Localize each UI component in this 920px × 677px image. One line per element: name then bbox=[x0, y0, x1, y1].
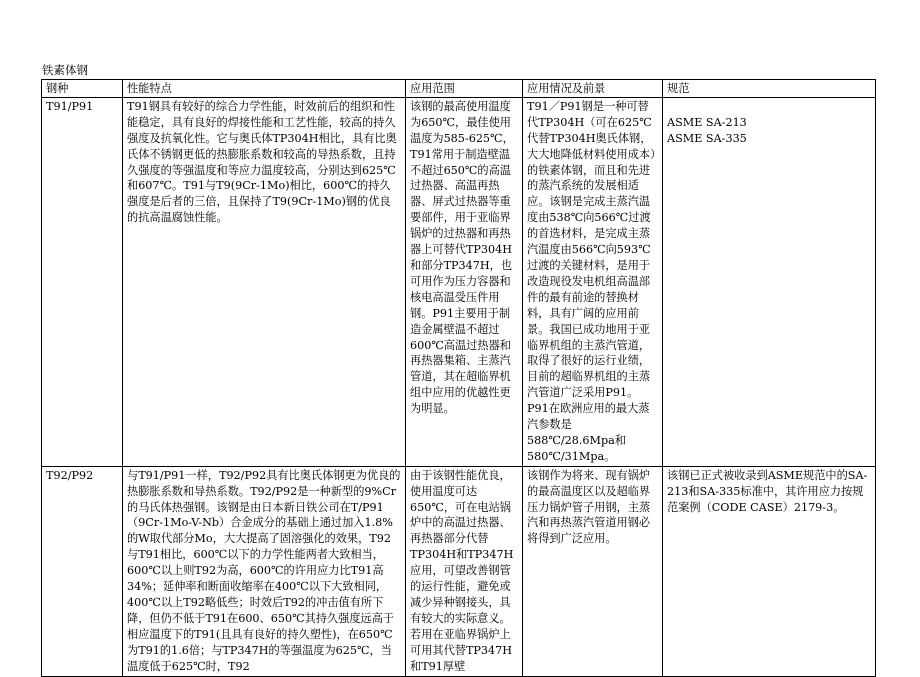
properties-cell: T91钢具有较好的综合力学性能，时效前后的组织和性能稳定，具有良好的焊接性能和工艺性能，较高的持久强度及抗氧化性。它与奥氏体TP304H相比，具有比奥氏体不锈钢更低的热膨胀系数和较高的导热系数，且持久强度的等强温度和等应力温度较高，分别达到625℃和607℃。T91与T9(9Cr-1Mo)相比，600℃的持久强度是后者的三倍，且保持了T9(9Cr-1Mo)钢的优良的抗高温腐蚀性能。 bbox=[123, 97, 406, 466]
table-row bbox=[42, 466, 876, 676]
grade-cell: T91/P91 bbox=[42, 97, 123, 466]
header-properties: 性能特点 bbox=[123, 80, 406, 98]
application-cell: 该钢的最高使用温度为650℃，最佳使用温度为585-625℃，T91常用于制造壁温不超过650℃的高温过热器、高温再热器、屏式过热器等重要部件，用于亚临界锅炉的过热器和再热器上可替代TP304H和部分TP347H，也可用作为压力容器和核电高温受压件用钢。P91主要用于制造金属壁温不超过600℃高温过热器和再热器集箱、主蒸汽管道，其在超临界机组中应用的优越性更为明显。 bbox=[406, 97, 523, 466]
ferritic-steel-table bbox=[41, 79, 876, 677]
standard-cell: ASME SA-213 ASME SA-335 bbox=[663, 97, 876, 466]
table-caption: 铁素体钢 bbox=[42, 63, 88, 77]
status-cell: 该钢作为将来、现有锅炉的最高温度区以及超临界压力锅炉管子用钢，主蒸汽和再热蒸汽管道用钢必将得到广泛应用。 bbox=[523, 466, 663, 676]
header-application: 应用范围 bbox=[406, 80, 523, 98]
table-header-row bbox=[42, 80, 876, 98]
header-grade: 钢种 bbox=[42, 80, 123, 98]
standard-cell: 该钢已正式被收录到ASME规范中的SA-213和SA-335标准中，其许用应力按规范案例（CODE CASE）2179-3。 bbox=[663, 466, 876, 676]
header-standard: 规范 bbox=[663, 80, 876, 98]
status-cell: T91／P91钢是一种可替代TP304H（可在625℃代替TP304H奥氏体钢，大大地降低材料使用成本）的铁素体钢，而且和先进的蒸汽系统的发展相适应。该钢是完成主蒸汽温度由538℃向566℃过渡的首选材料，是完成主蒸汽温度由566℃向593℃过渡的关键材料，是用于改造现役发电机组高温部件的最有前途的替换材料，具有广阔的应用前景。我国已成功地用于亚临界机组的主蒸汽管道，取得了很好的运行业绩，目前的超临界机组的主蒸汽管道广泛采用P91。P91在欧洲应用的最大蒸汽参数是588℃/28.6Mpa和580℃/31Mpa。 bbox=[523, 97, 663, 466]
table-row bbox=[42, 97, 876, 466]
grade-cell: T92/P92 bbox=[42, 466, 123, 676]
header-status: 应用情况及前景 bbox=[523, 80, 663, 98]
properties-cell: 与T91/P91一样，T92/P92具有比奥氏体钢更为优良的热膨胀系数和导热系数。T92/P92是一种新型的9%Cr的马氏体热强钢。该钢是由日本新日铁公司在T/P91（9Cr-1Mo-V-Nb）合金成分的基础上通过加入1.8%的W取代部分Mo，大大提高了固溶强化的效果，T92与T91相比，600℃以下的力学性能两者大致相当，600℃以上则T92为高，600℃的许用应力比T91高34%；延伸率和断面收缩率在400℃以下大致相同，400℃以上T92略低些；时效后T92的冲击值有所下降，但仍不低于T91在600、650℃其持久强度远高于相应温度下的T91(且具有良好的持久塑性)，在650℃为T91的1.6倍；与TP347H的等强温度为625℃，当温度低于625℃时，T92 bbox=[123, 466, 406, 676]
application-cell: 由于该钢性能优良，使用温度可达650℃，可在电站锅炉中的高温过热器、再热器部分代替TP304H和TP347H应用，可望改善钢管的运行性能，避免或减少异种钢接头，具有较大的实际意义。若用在亚临界锅炉上可用其代替TP347H和T91厚壁 bbox=[406, 466, 523, 676]
